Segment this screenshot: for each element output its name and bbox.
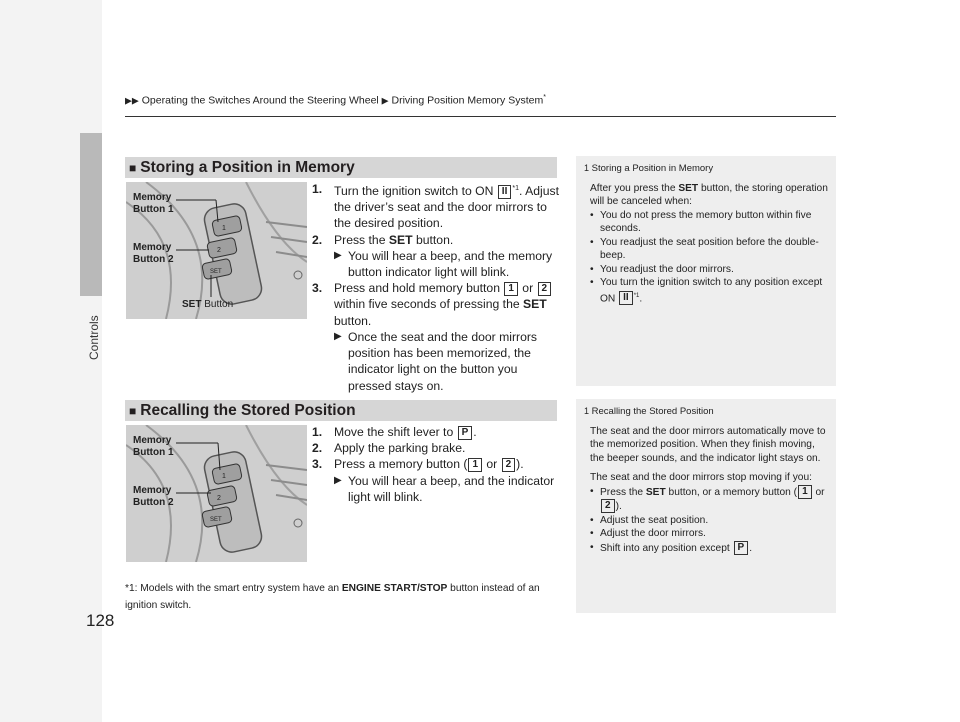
step-1: 1. Move the shift lever to P . (312, 425, 477, 439)
section-heading (125, 157, 557, 178)
arrow-right-icon: ▶ (334, 474, 342, 486)
svg-text:2: 2 (217, 495, 221, 502)
ignition-on-key: II (498, 185, 512, 199)
step-2: 2. Press the SET button. ▶ You will hear a beep, and the memory button indicator light will blink. (312, 232, 560, 281)
svg-text:2: 2 (217, 247, 221, 254)
recalling-steps (312, 424, 560, 505)
memory-key-1: 1 (504, 282, 518, 296)
side-note-bullet: • Shift into any position except P . (590, 541, 828, 556)
side-note-bullet: • You readjust the door mirrors. (590, 263, 828, 277)
reference-marker-icon: 1 (584, 406, 590, 416)
arrow-right-icon: ▶ (334, 330, 342, 342)
figure-label-set-button: SET Button (182, 299, 234, 310)
storing-steps (312, 181, 560, 394)
side-note-bullet: • You readjust the seat position before the double-beep. (590, 236, 828, 263)
arrow-right-icon: ▶ (334, 249, 342, 261)
arrow-right-icon: ▶▶ (125, 95, 139, 106)
side-note-bullet: • Press the SET button, or a memory button ( 1 or 2 ). (590, 485, 828, 514)
svg-text:SET: SET (210, 269, 222, 275)
section-heading-text: Recalling the Stored Position (140, 402, 356, 419)
memory-buttons-photo (126, 182, 307, 319)
section-heading-text: Storing a Position in Memory (140, 159, 355, 176)
svg-text:1: 1 (222, 473, 226, 480)
square-bullet-icon: ■ (129, 161, 137, 175)
figure-label-memory-button-2: Memory Button 2 (133, 485, 174, 508)
figure-label-memory-button-1: Memory Button 1 (133, 192, 174, 215)
step-2: 2. Apply the parking brake. (312, 441, 466, 456)
step-3: 3. Press and hold memory button 1 or 2 within five seconds of pressing the SET button. ▶ Once the seat and the door mirrors position has been memorized, the indicator light on the button you pressed stays on. (312, 280, 560, 393)
reference-marker-icon: 1 (584, 163, 590, 173)
side-note-title: 1 Recalling the Stored Position (584, 406, 714, 417)
side-note-bullet: • Adjust the door mirrors. (590, 527, 828, 541)
step-1: 1. Turn the ignition switch to ON II $^{*1}$. Adjust the driver’s seat and the door mirrors to the desired position. (312, 182, 559, 231)
side-note-recalling (576, 399, 836, 613)
side-note-bullet: • You turn the ignition switch to any position except ON II $^{*1}$. (590, 276, 828, 305)
memory-key-2: 2 (502, 458, 516, 472)
breadcrumb-part: Operating the Switches Around the Steering Wheel (141, 94, 379, 107)
divider (125, 116, 836, 117)
sidebar-tab-marker (80, 133, 102, 296)
footnote-marker: * (543, 94, 546, 101)
side-note-bullet: • Adjust the seat position. (590, 514, 828, 528)
side-note-storing (576, 156, 836, 386)
side-note-bullet: • You do not press the memory button within five seconds. (590, 209, 828, 236)
figure-label-memory-button-1: Memory Button 1 (133, 435, 174, 458)
figure-label-memory-button-2: Memory Button 2 (133, 242, 174, 265)
page-number: 128 (86, 611, 115, 630)
square-bullet-icon: ■ (129, 404, 137, 418)
step-3: 3. Press a memory button ( 1 or 2 ). ▶ You will hear a beep, and the indicator light will blink. (312, 456, 560, 505)
side-note-para: The seat and the door mirrors automatically move to the memorized position. When they finish moving, the beeper sounds, and the indicator light stays on. (590, 425, 826, 464)
section-label: Controls (87, 315, 101, 360)
park-key: P (458, 426, 473, 440)
breadcrumb (125, 94, 546, 107)
side-note-intro: After you press the SET button, the storing operation will be canceled when: (590, 182, 828, 207)
step-3-result: ▶ Once the seat and the door mirrors position has been memorized, the indicator light on the button you pressed stays on. (334, 329, 538, 393)
svg-text:1: 1 (222, 225, 226, 232)
step-2-result: ▶ You will hear a beep, and the memory button indicator light will blink. (334, 248, 553, 280)
svg-text:SET: SET (210, 517, 222, 523)
section-heading (125, 400, 557, 421)
memory-key-1: 1 (468, 458, 482, 472)
side-note-title: 1 Storing a Position in Memory (584, 163, 714, 174)
memory-buttons-photo (126, 425, 307, 562)
side-note-para: The seat and the door mirrors stop moving if you: (590, 472, 812, 483)
footnote: *1: Models with the smart entry system have an ENGINE START/STOP button instead of an ignition switch. (125, 583, 540, 611)
step-3-result: ▶ You will hear a beep, and the indicator light will blink. (334, 473, 555, 504)
memory-key-2: 2 (538, 282, 552, 296)
arrow-right-icon: ▶ (381, 95, 389, 106)
breadcrumb-part: Driving Position Memory System (391, 94, 544, 107)
